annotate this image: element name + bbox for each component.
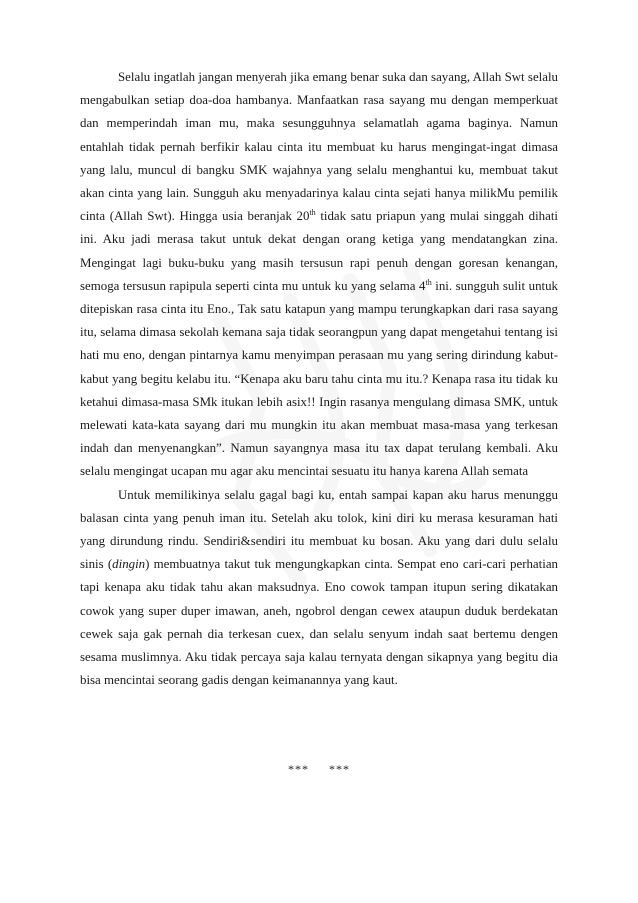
paragraph-1-text-c: ini. sungguh sulit untuk ditepiskan rasa cinta itu Eno., Tak satu katapun yang mampu terungkapkan dari rasa sayang itu, selama dimasa sekolah kemana saja tidak seorangpun yang dapat mengetahui tentang isi hati mu eno, dengan pintarnya kamu menyimpan perasaan mu yang sering dirindung kabut-kabut yang begitu kelabu itu. “Kenapa aku baru tahu cinta mu itu.? Kenapa rasa itu tidak ku ketahui dimasa-masa SMk itukan lebih asix!! Ingin rasanya mengulang dimasa SMK, untuk melewati kata-kata sayang dari mu mungkin itu akan membuat masa-masa yang terkesan indah dan menyenangkan”. Namun sayangnya masa itu tax dapat terulang kembali. Aku selalu mengingat ucapan mu agar aku mencintai sesuatu itu hanya karena Allah semata bbox=[80, 278, 558, 479]
paragraph-1 bbox=[80, 66, 558, 484]
paragraph-2-text-b: ) membuatnya takut tuk mengungkapkan cinta. Sempat eno cari-cari perhatian tapi kenapa aku tidak tahu akan maksudnya. Eno cowok tampan itupun sering dikatakan cowok yang super duper imawan, aneh, ngobrol dengan cewex ataupun duduk berdekatan cewek saja gak pernah dia terkesan cuex, dan selalu senyum indah saat bertemu dengen sesama muslimnya. Aku tidak percaya saja kalau ternyata dengan sikapnya yang begitu dia bisa mencintai seorang gadis dengan keimanannya yang kaut. bbox=[80, 557, 558, 688]
paragraph-2 bbox=[80, 484, 558, 693]
italic-word: dingin bbox=[112, 557, 146, 572]
body-text bbox=[80, 66, 558, 692]
ordinal-superscript: th bbox=[309, 208, 316, 218]
paragraph-2-text-a: Untuk memilikinya selalu gagal bagi ku, entah sampai kapan aku harus menunggu balasan cinta yang penuh iman itu. Setelah aku tolok, kini diri ku merasa kesuraman hati yang dirundung rindu. Sendiri&sendiri itu membuat ku bosan. Aku yang dari dulu selalu sinis ( bbox=[80, 487, 558, 572]
divider-stars-right: *** bbox=[329, 762, 350, 776]
paragraph-1-text-a: Selalu ingatlah jangan menyerah jika emang benar suka dan sayang, Allah Swt selalu mengabulkan setiap doa-doa hambanya. Manfaatkan rasa sayang mu dengan memperkuat dan memperindah iman mu, maka sesungguhnya selamatlah agama baginya. Namun entahlah tidak pernah berfikir kalau cinta itu membuat ku harus mengingat-ingat dimasa yang lalu, muncul di bangku SMK wajahnya yang selalu menghantui ku, membuat takut akan cinta yang lain. Sungguh aku menyadarinya kalau cinta sejati hanya milikMu pemilik cinta (Allah Swt). Hingga usia beranjak 20 bbox=[80, 70, 558, 224]
paragraph-1-text-b: tidak satu priapun yang mulai singgah dihati ini. Aku jadi merasa takut untuk dekat dengan orang ketiga yang mendatangkan zina. Mengingat lagi buku-buku yang masih tersusun rapi penuh dengan goresan kenangan, semoga tersusun rapipula seperti cinta mu untuk ku yang selama 4 bbox=[80, 209, 558, 293]
divider-stars-left: *** bbox=[288, 762, 309, 776]
section-divider bbox=[0, 762, 638, 777]
ordinal-superscript: th bbox=[425, 277, 432, 287]
